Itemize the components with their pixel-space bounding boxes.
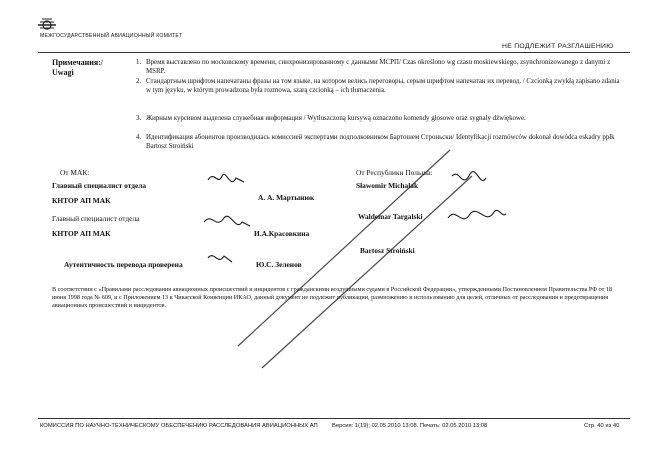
note-text: Идентификация абонентов производилась комиссией экспертами подполковником Бартошем Строньски/ Identyfikacji rozmówców dokonał dowódca eskadry ppłk Bartosz Stroiński [146, 134, 615, 150]
footer-org: КОМИССИЯ ПО НАУЧНО-ТЕХНИЧЕСКОМУ ОБЕСПЕЧЕНИЮ РАССЛЕДОВАНИЯ АВИАЦИОННЫХ АП [40, 423, 318, 429]
footer-divider [38, 418, 630, 419]
chief-specialist-title: Главный специалист отдела [52, 214, 140, 223]
signatory-name: Sławomir Michalak [356, 181, 419, 190]
legal-notice: В соответствии с «Правилами расследования авиационных происшествий и инцидентов с гражданскими воздушными судами в Российской Федерации», утвержденными Постановлением Правительства РФ от 18 июня 1998 года № 609, и с Приложением 13 к Чикагской Конвенции ИКАО, данный документ не подлежит публикации, размножению и использованию для целей, отличных от расследования и предотвращения авиационных происшествий и инцидентов. [52, 286, 613, 309]
note-text: Стандартным шрифтом напечатаны фразы на том языке, на котором велись переговоры, серым шрифтом напечатан их перевод. / Czcionką zwykłą zapisano zdania w tym języku, w którym prowadzona była rozmowa, szarą czcionką – ich tłumaczenia. [146, 78, 620, 94]
signatory-name: А. А. Мартынюк [258, 193, 315, 202]
footer-page-number: Стр. 40 из 40 [584, 423, 620, 429]
from-mak-label: От МАК: [60, 168, 90, 177]
department-label: КНТОР АП МАК [52, 229, 111, 238]
signatory-name: Bartosz Stroiński [360, 246, 415, 255]
signatory-name: Waldemar Targalski [358, 212, 423, 221]
mak-emblem-icon [36, 16, 58, 34]
note-text: Время выставлено по московскому времени, синхронизированному с данными МСРП/ Czas określono wg czasu moskiewskiego, zsynchronizowanego z danymi z MSRP. [146, 59, 611, 75]
stamp-stroke [238, 150, 450, 346]
department-label: КНТОР АП МАК [52, 196, 111, 205]
note-number: 2. [136, 78, 142, 85]
org-name: МЕЖГОСУДАРСТВЕННЫЙ АВИАЦИОННЫЙ КОМИТЕТ [40, 33, 183, 39]
signature-mark [204, 216, 250, 226]
authenticity-label: Аутентичность перевода проверена [64, 260, 183, 269]
from-poland-label: От Республики Польша: [356, 168, 433, 177]
notes-title-ru: Примечания:/ [52, 58, 104, 67]
chief-specialist-title: Главный специалист отдела [52, 181, 147, 190]
signature-mark [448, 210, 506, 219]
notes-title-pl: Uwagi [52, 68, 74, 77]
note-number: 4. [136, 134, 142, 141]
confidential-label: НЕ ПОДЛЕЖИТ РАЗГЛАШЕНИЮ [502, 43, 614, 50]
note-number: 1. [136, 59, 142, 66]
stamp-stroke [262, 176, 472, 368]
header-divider [38, 52, 630, 53]
signatory-name: Ю.С. Зеленов [256, 260, 302, 269]
note-text: Жирным курсивом выделена служебная информация / Wytłuszczoną kursywą oznaczono komendy głosowe oraz sygnały dźwiękowe. [146, 115, 526, 122]
signatory-name: И.А.Красовкина [254, 229, 310, 238]
signature-mark [208, 174, 244, 182]
note-item [136, 78, 624, 95]
notes-title [52, 58, 103, 78]
signature-mark [452, 172, 486, 181]
note-item [136, 134, 624, 151]
note-item [136, 59, 624, 76]
note-item [136, 115, 624, 124]
note-number: 3. [136, 115, 142, 122]
footer-version: Версия: 1(19); 02.05.2010 13:08. Печать: 02.05.2010 13:08 [332, 423, 488, 429]
signature-mark [208, 256, 232, 262]
